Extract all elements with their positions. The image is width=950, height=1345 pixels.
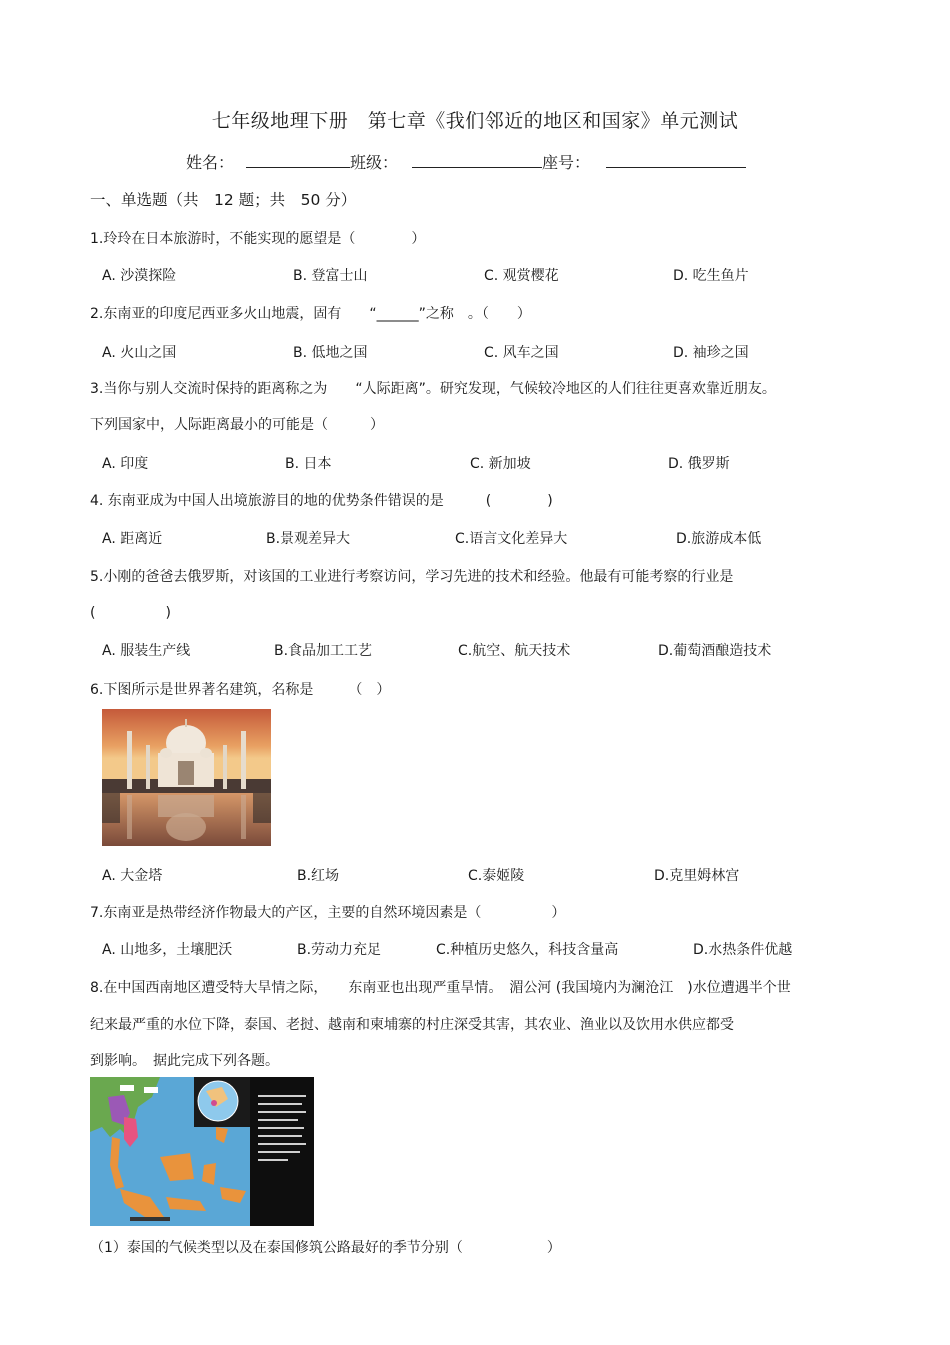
- seat-label: 座号：: [542, 153, 591, 172]
- name-field[interactable]: [246, 151, 350, 168]
- q2-option-d[interactable]: D. 袖珍之国: [673, 345, 749, 361]
- q1-option-c[interactable]: C. 观赏樱花: [484, 268, 559, 284]
- section-heading: 一、单选题（共 12 题；共 50 分）: [90, 191, 357, 209]
- q1-option-b[interactable]: B. 登富士山: [293, 268, 368, 284]
- question-8-line1: 8.在中国西南地区遭受特大旱情之际， 东南亚也出现严重旱情。 湄公河 (我国境内为澜沧江 )水位遭遇半个世: [90, 980, 791, 996]
- q6-option-a[interactable]: A. 大金塔: [102, 868, 163, 884]
- q4-option-a[interactable]: A. 距离近: [102, 531, 163, 547]
- q2-option-b[interactable]: B. 低地之国: [293, 345, 368, 361]
- q4-option-d[interactable]: D.旅游成本低: [676, 531, 762, 547]
- question-4-stem: 4. 东南亚成为中国人出境旅游目的地的优势条件错误的是 ( ): [90, 493, 553, 509]
- name-label: 姓名：: [186, 153, 235, 172]
- q1-option-a[interactable]: A. 沙漠探险: [102, 268, 177, 284]
- q5-option-a[interactable]: A. 服装生产线: [102, 643, 191, 659]
- q4-option-b[interactable]: B.景观差异大: [266, 531, 351, 547]
- student-info-line: [186, 150, 746, 173]
- question-5-stem-line2: ( ): [90, 605, 171, 621]
- q7-option-c[interactable]: C.种植历史悠久，科技含量高: [436, 942, 619, 958]
- taj-mahal-photo: [102, 709, 271, 846]
- question-3-stem-line2: 下列国家中，人际距离最小的可能是（ ）: [90, 417, 384, 433]
- q4-option-c[interactable]: C.语言文化差异大: [455, 531, 568, 547]
- q3-option-a[interactable]: A. 印度: [102, 456, 149, 472]
- page-title: 七年级地理下册 第七章《我们邻近的地区和国家》单元测试: [211, 110, 739, 132]
- q7-option-a[interactable]: A. 山地多，土壤肥沃: [102, 942, 233, 958]
- q1-option-d[interactable]: D. 吃生鱼片: [673, 268, 749, 284]
- q2-option-a[interactable]: A. 火山之国: [102, 345, 177, 361]
- question-8-line3: 到影响。 据此完成下列各题。: [90, 1053, 279, 1069]
- question-8-line2: 纪来最严重的水位下降，泰国、老挝、越南和柬埔寨的村庄深受其害，其农业、渔业以及饮用水供应都受: [90, 1017, 734, 1033]
- q7-option-b[interactable]: B.劳动力充足: [297, 942, 382, 958]
- question-2-stem: 2.东南亚的印度尼西亚多火山地震，固有 “______”之称 。（ ）: [90, 306, 531, 322]
- question-7-stem: 7.东南亚是热带经济作物最大的产区，主要的自然环境因素是（ ）: [90, 905, 566, 921]
- seat-field[interactable]: [606, 151, 746, 168]
- q6-option-b[interactable]: B.红场: [297, 868, 340, 884]
- class-field[interactable]: [412, 151, 542, 168]
- class-label: 班级：: [350, 153, 399, 172]
- q7-option-d[interactable]: D.水热条件优越: [693, 942, 793, 958]
- q5-option-c[interactable]: C.航空、航天技术: [458, 643, 571, 659]
- question-1-stem: 1.玲玲在日本旅游时，不能实现的愿望是（ ）: [90, 231, 426, 247]
- q3-option-d[interactable]: D. 俄罗斯: [668, 456, 730, 472]
- q6-option-d[interactable]: D.克里姆林宫: [654, 868, 740, 884]
- q3-option-b[interactable]: B. 日本: [285, 456, 332, 472]
- q3-option-c[interactable]: C. 新加坡: [470, 456, 531, 472]
- question-5-stem-line1: 5.小刚的爸爸去俄罗斯，对该国的工业进行考察访问，学习先进的技术和经验。他最有可能考察的行业是: [90, 569, 734, 585]
- question-3-stem-line1: 3.当你与别人交流时保持的距离称之为 “人际距离”。研究发现，气候较冷地区的人们往往更喜欢靠近朋友。: [90, 381, 776, 397]
- q5-option-d[interactable]: D.葡萄酒酿造技术: [658, 643, 772, 659]
- q2-option-c[interactable]: C. 风车之国: [484, 345, 559, 361]
- q6-option-c[interactable]: C.泰姬陵: [468, 868, 525, 884]
- southeast-asia-map: [90, 1077, 314, 1226]
- question-6-stem: 6.下图所示是世界著名建筑，名称是 （ ）: [90, 682, 391, 698]
- question-8-sub1: （1）泰国的气候类型以及在泰国修筑公路最好的季节分别（ ）: [90, 1240, 561, 1256]
- q5-option-b[interactable]: B.食品加工工艺: [274, 643, 373, 659]
